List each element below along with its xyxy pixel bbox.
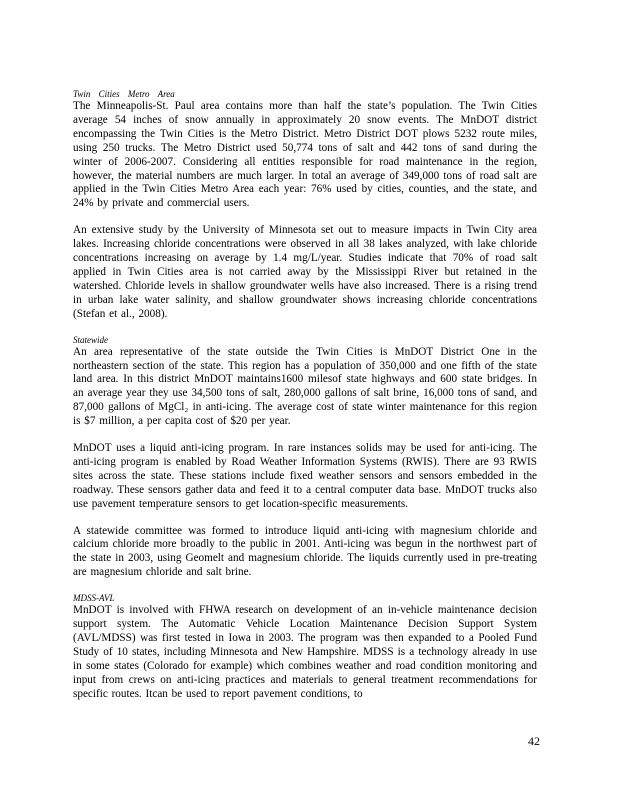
paragraph: An area representative of the state outside the Twin Cities is MnDOT District One in the northeastern section of the state. This region has a population of 350,000 and one fifth of the state land area. In this district MnDOT maintains1600 milesof state highways and 600 state bridges. In an average year they use 34,500 tons of salt, 280,000 gallons of salt brine, 16,000 tons of sand, and 87,000 gallons of MgCl₂ in anti-icing. The average cost of state winter maintenance for this region is $7 million, a per capita cost of $20 per year. — [73, 345, 537, 428]
paragraph: The Minneapolis-St. Paul area contains more than half the state’s population. The Twin Cities average 54 inches of snow annually in approximately 20 snow events. The MnDOT district encompassing the Twin Cities is the Metro District. Metro District DOT plows 5232 route miles, using 250 trucks. The Metro District used 50,774 tons of salt and 442 tons of sand during the winter of 2006-2007. Considering all entities responsible for road maintenance in the region, however, the material numbers are much larger. In total an average of 349,000 tons of road salt are applied in the Twin Cities Metro Area each year: 76% used by cities, counties, and the state, and 24% by private and commercial users. — [73, 100, 537, 210]
section-mdss-avl — [73, 593, 537, 701]
paragraph: MnDOT uses a liquid anti-icing program. In rare instances solids may be used for anti-icing. The anti-icing program is enabled by Road Weather Information Systems (RWIS). There are 93 RWIS sites across the state. These stations include fixed weather sensors and sensors embedded in the roadway. These sensors gather data and feed it to a central computer data base. MnDOT trucks also use pavement temperature sensors to get location-specific measurements. — [73, 442, 537, 510]
page-number: 42 — [528, 734, 540, 748]
paragraph: MnDOT is involved with FHWA research on development of an in-vehicle maintenance decision support system. The Automatic Vehicle Location Maintenance Decision Support System (AVL/MDSS) was first tested in Iowa in 2003. The program was then expanded to a Pooled Fund Study of 10 states, including Minnesota and New Hampshire. MDSS is a technology already in use in some states (Colorado for example) which combines weather and road condition monitoring and input from crews on anti-icing practices and materials to general treatment recommendations for specific routes. Itcan be used to report pavement conditions, to — [73, 604, 537, 700]
paragraph: An extensive study by the University of Minnesota set out to measure impacts in Twin City area lakes. Increasing chloride concentrations were observed in all 38 lakes analyzed, with lake chloride concentrations increasing on average by 1.4 mg/L/year. Studies indicate that 70% of road salt applied in Twin Cities area is not carried away by the Mississippi River but retained in the watershed. Chloride levels in shallow groundwater wells have also increased. There is a rising trend in urban lake water salinity, and shallow groundwater shows increasing chloride concentrations (Stefan et al., 2008). — [73, 224, 537, 320]
section-heading: Twin Cities Metro Area — [73, 89, 175, 99]
page-body — [73, 89, 537, 715]
section-heading: Statewide — [73, 334, 108, 345]
section-statewide — [73, 335, 537, 581]
paragraph: A statewide committee was formed to introduce liquid anti-icing with magnesium chloride and calcium chloride more broadly to the public in 2001. Anti-icing was begun in the northwest part of the state in 2003, using Geomelt and magnesium chloride. The liquids currently used in pre-treating are magnesium chloride and salt brine. — [73, 524, 537, 579]
section-heading: MDSS-AVL — [73, 593, 115, 604]
section-twin-cities — [73, 89, 537, 322]
